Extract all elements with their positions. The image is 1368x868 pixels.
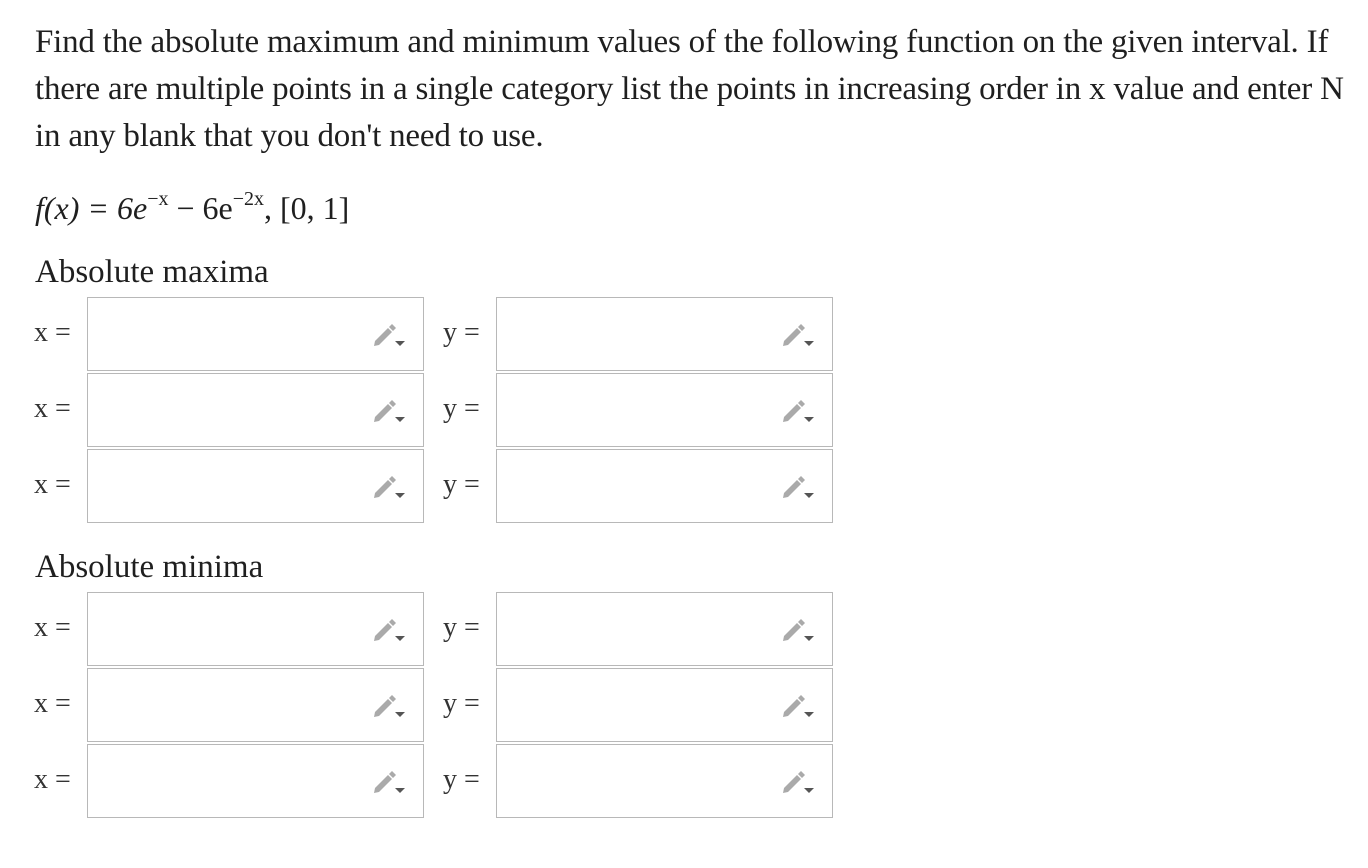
pencil-dropdown-icon[interactable]: [371, 322, 407, 348]
maxima-y-input-3[interactable]: [497, 450, 777, 522]
minima-y-input-2[interactable]: [497, 669, 777, 741]
pencil-dropdown-icon[interactable]: [371, 693, 407, 719]
pencil-dropdown-icon[interactable]: [780, 769, 816, 795]
maxima-x-field-1[interactable]: [87, 297, 424, 371]
pencil-dropdown-icon[interactable]: [371, 617, 407, 643]
y-label: y =: [443, 688, 480, 719]
minima-y-input-3[interactable]: [497, 745, 777, 817]
y-label: y =: [443, 469, 480, 500]
formula-lhs: f(x) = 6e: [35, 190, 148, 226]
x-label: x =: [34, 317, 71, 348]
maxima-x-input-1[interactable]: [88, 298, 368, 370]
x-label: x =: [34, 393, 71, 424]
question-prompt: Find the absolute maximum and minimum values of the following function on the given interval. If there are multiple points in a single category list the points in increasing order in x value and enter N in any blank that you don't need to use.: [35, 24, 1344, 154]
maxima-x-field-2[interactable]: [87, 373, 424, 447]
formula-exponent-1: −x: [147, 188, 169, 210]
maxima-x-input-2[interactable]: [88, 374, 368, 446]
minima-x-field-1[interactable]: [87, 592, 424, 666]
maxima-y-input-2[interactable]: [497, 374, 777, 446]
minima-heading: Absolute minima: [35, 549, 264, 585]
maxima-y-field-3[interactable]: [496, 449, 833, 523]
formula-middle: − 6e: [168, 190, 233, 226]
minima-x-input-2[interactable]: [88, 669, 368, 741]
y-label: y =: [443, 612, 480, 643]
pencil-dropdown-icon[interactable]: [780, 474, 816, 500]
maxima-y-input-1[interactable]: [497, 298, 777, 370]
pencil-dropdown-icon[interactable]: [780, 398, 816, 424]
minima-x-input-3[interactable]: [88, 745, 368, 817]
pencil-dropdown-icon[interactable]: [371, 474, 407, 500]
y-label: y =: [443, 317, 480, 348]
pencil-dropdown-icon[interactable]: [371, 398, 407, 424]
function-formula: [35, 184, 349, 232]
minima-x-input-1[interactable]: [88, 593, 368, 665]
formula-exponent-2: −2x: [232, 188, 265, 210]
minima-y-input-1[interactable]: [497, 593, 777, 665]
minima-y-field-1[interactable]: [496, 592, 833, 666]
minima-y-field-3[interactable]: [496, 744, 833, 818]
pencil-dropdown-icon[interactable]: [780, 322, 816, 348]
pencil-dropdown-icon[interactable]: [780, 693, 816, 719]
pencil-dropdown-icon[interactable]: [371, 769, 407, 795]
pencil-dropdown-icon[interactable]: [780, 617, 816, 643]
maxima-x-field-3[interactable]: [87, 449, 424, 523]
maxima-y-field-1[interactable]: [496, 297, 833, 371]
x-label: x =: [34, 688, 71, 719]
x-label: x =: [34, 612, 71, 643]
x-label: x =: [34, 469, 71, 500]
y-label: y =: [443, 764, 480, 795]
maxima-heading: Absolute maxima: [35, 254, 269, 290]
minima-y-field-2[interactable]: [496, 668, 833, 742]
y-label: y =: [443, 393, 480, 424]
minima-x-field-3[interactable]: [87, 744, 424, 818]
maxima-x-input-3[interactable]: [88, 450, 368, 522]
formula-interval: , [0, 1]: [264, 190, 350, 226]
minima-x-field-2[interactable]: [87, 668, 424, 742]
x-label: x =: [34, 764, 71, 795]
maxima-y-field-2[interactable]: [496, 373, 833, 447]
